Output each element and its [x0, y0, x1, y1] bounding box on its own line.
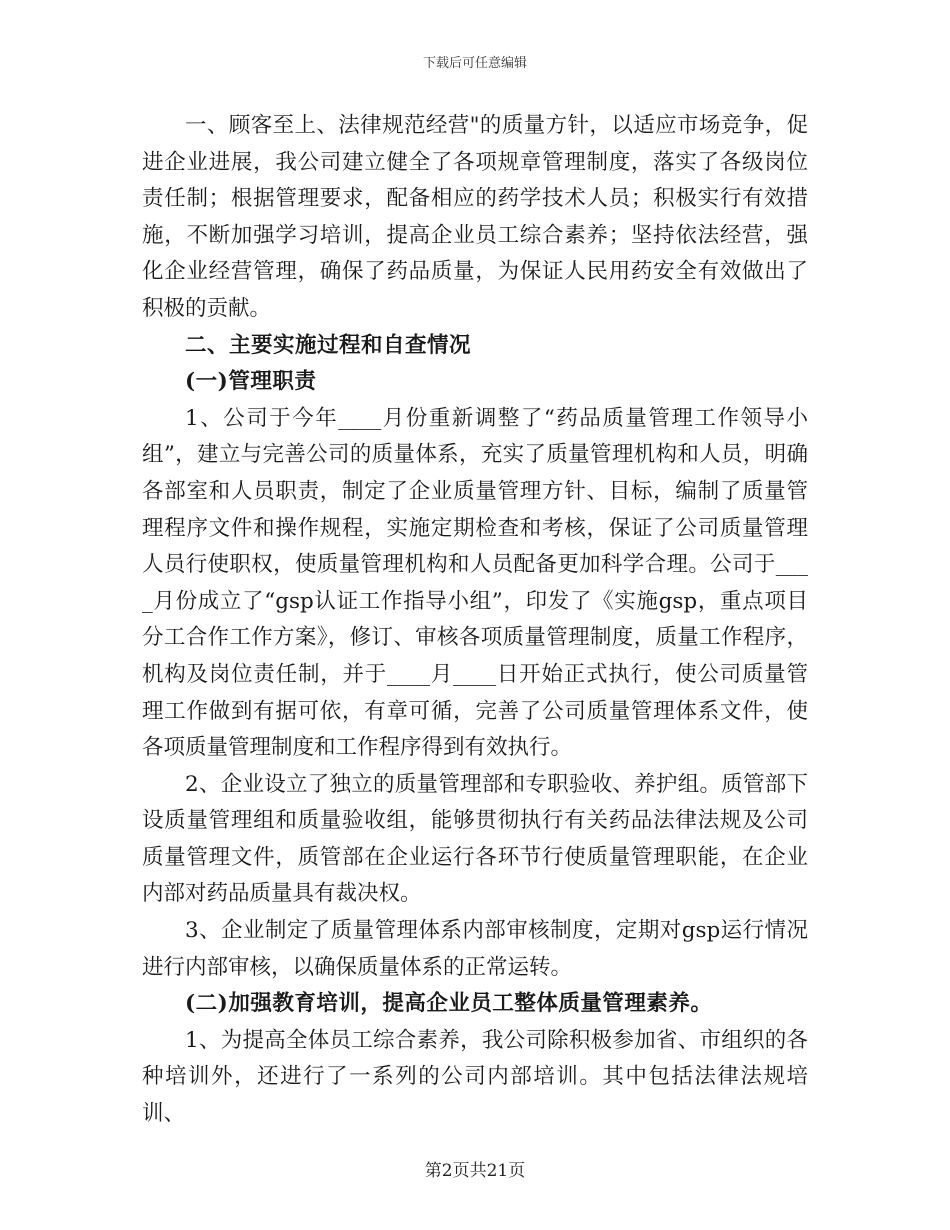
paragraph-4: 1、为提高全体员工综合素养，我公司除积极参加省、市组织的各种培训外，还进行了一系列的公司内部培训。其中包括法律法规培训、: [142, 1027, 808, 1127]
paragraph-intro: 一、顾客至上、法律规范经营"的质量方针，以适应市场竞争，促进企业进展，我公司建立健全了各项规章管理制度，落实了各级岗位责任制；根据管理要求，配备相应的药学技术人员；积极实行有效措施，不断加强学习培训，提高企业员工综合素养；坚持依法经营，强化企业经营管理，确保了药品质量，为保证人民用药安全有效做出了积极的贡献。: [142, 113, 808, 321]
page-footer: 第2页共21页: [424, 1161, 526, 1181]
document-body: [142, 108, 808, 1133]
section-heading-2: 二、主要实施过程和自查情况: [185, 332, 472, 358]
subsection-heading-training: (二)加强教育培训，提高企业员工整体质量管理素养。: [185, 991, 713, 1017]
paragraph-3: 3、企业制定了质量管理体系内部审核制度，定期对gsp运行情况进行内部审核，以确保质量体系的正常运转。: [142, 918, 808, 980]
page-header: 下载后可任意编辑: [422, 56, 527, 71]
subsection-heading-management: (一)管理职责: [185, 369, 317, 395]
paragraph-1: 1、公司于今年____月份重新调整了“药品质量管理工作领导小组”，建立与完善公司的质量体系，充实了质量管理机构和人员，明确各部室和人员职责，制定了企业质量管理方针、目标，编制了质量管理程序文件和操作规程，实施定期检查和考核，保证了公司质量管理人员行使职权，使质量管理机构和人员配备更加科学合理。公司于____月份成立了“gsp认证工作指导小组”，印发了《实施gsp，重点项目分工合作工作方案》，修订、审核各项质量管理制度，质量工作程序，机构及岗位责任制，并于____月____日开始正式执行，使公司质量管理工作做到有据可依，有章可循，完善了公司质量管理体系文件，使各项质量管理制度和工作程序得到有效执行。: [142, 405, 808, 761]
paragraph-2: 2、企业设立了独立的质量管理部和专职验收、养护组。质管部下设质量管理组和质量验收组，能够贯彻执行有关药品法律法规及公司质量管理文件，质管部在企业运行各环节行使质量管理职能，在企业内部对药品质量具有裁决权。: [142, 771, 808, 907]
